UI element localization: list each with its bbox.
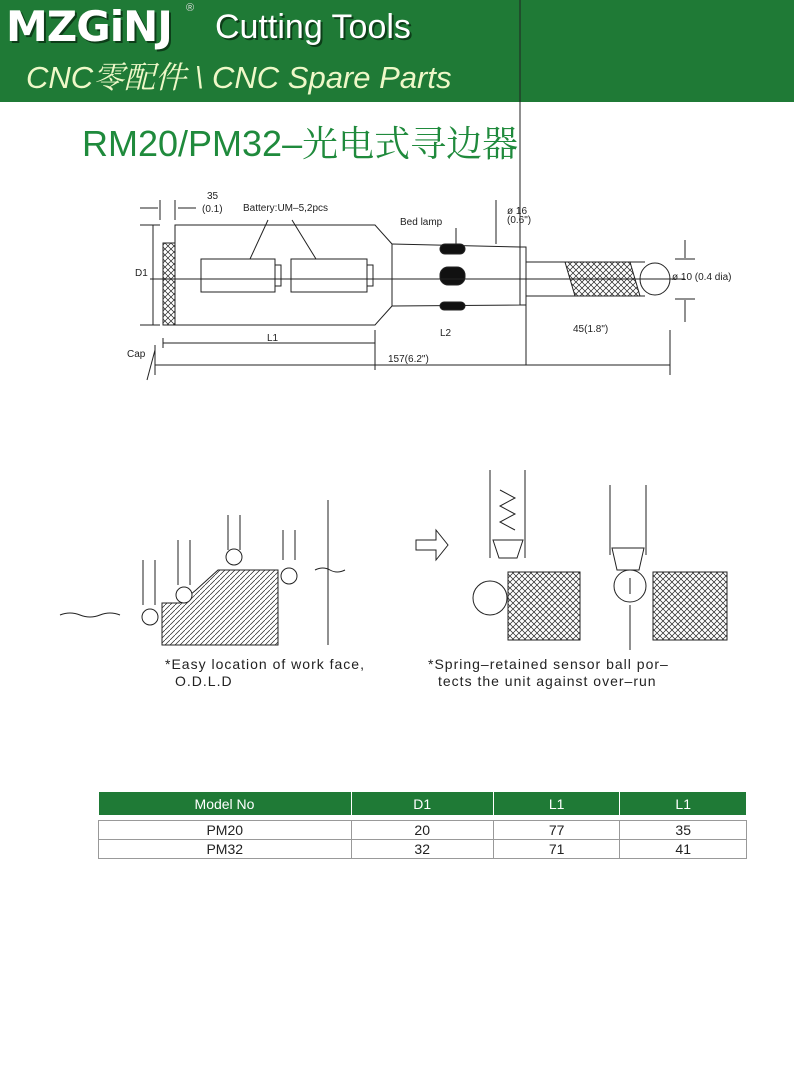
- col-l1: L1: [493, 792, 620, 815]
- cap-label: Cap: [127, 349, 146, 360]
- battery-label: Battery:UM–5,2pcs: [243, 203, 329, 214]
- l2-label: L2: [440, 328, 452, 339]
- dim-45-label: 45(1.8"): [573, 324, 609, 335]
- cell: 35: [620, 821, 747, 840]
- phi16-label: ø 16: [507, 206, 528, 217]
- arrow-right-icon: [416, 530, 448, 560]
- cell: 71: [493, 840, 620, 859]
- caption-line: *Easy location of work face,: [165, 656, 365, 672]
- dim-35-inch: (0.1): [202, 204, 223, 215]
- col-d1: D1: [351, 792, 493, 815]
- table-header: [99, 792, 747, 815]
- cell: 41: [620, 840, 747, 859]
- table-row: [99, 840, 747, 859]
- d1-label: D1: [135, 268, 148, 279]
- brand-logo: MZGiNJ: [6, 2, 172, 51]
- caption-line: O.D.L.D: [175, 673, 233, 689]
- caption-line: *Spring–retained sensor ball por–: [428, 656, 669, 672]
- col-model: Model No: [99, 792, 352, 815]
- cell: 77: [493, 821, 620, 840]
- table-row: [99, 821, 747, 840]
- col-l1b: L1: [620, 792, 747, 815]
- edge-finder-drawing: [140, 0, 695, 380]
- caption-work-face: [165, 656, 365, 690]
- cell: 32: [351, 840, 493, 859]
- phi16-inch: (0.6"): [507, 215, 532, 226]
- work-face-illustration: [60, 500, 345, 645]
- cap-shape: [163, 243, 175, 325]
- registered-mark: ®: [186, 2, 195, 14]
- body-shape: [175, 225, 392, 325]
- header-title: Cutting Tools: [215, 8, 411, 46]
- caption-line: tects the unit against over–run: [438, 673, 657, 689]
- bed-lamp-label: Bed lamp: [400, 217, 443, 228]
- cell: PM32: [99, 840, 352, 859]
- header-subtitle: CNC零配件 \ CNC Spare Parts: [26, 60, 452, 95]
- caption-sensor-ball: [428, 656, 669, 690]
- cell: PM20: [99, 821, 352, 840]
- dim-157-label: 157(6.2"): [388, 354, 429, 365]
- l1-label: L1: [267, 333, 279, 344]
- page-title: RM20/PM32–光电式寻边器: [82, 123, 519, 164]
- dim-35-label: 35: [207, 191, 219, 202]
- over-run-illustration: [416, 470, 727, 650]
- cell: 20: [351, 821, 493, 840]
- spec-table: [98, 792, 747, 859]
- phi10-label: ø 10 (0.4 dia): [672, 272, 732, 283]
